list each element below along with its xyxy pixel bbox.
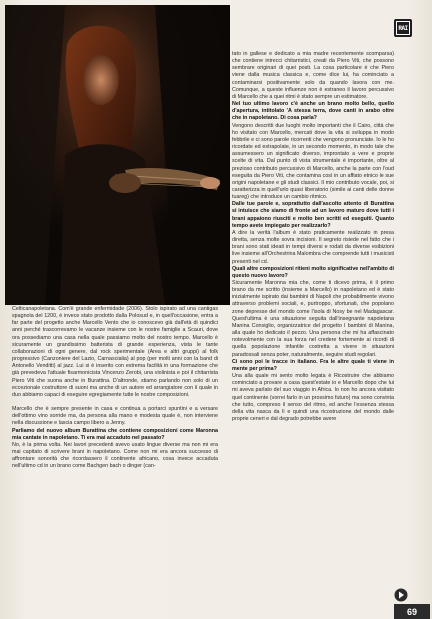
paragraph: Sicuramente Maronna mia che, come ti dicevo prima, è il primo brano da me scritto (insieme a Marcello) in napoletano ed è stato inizialmente ispirato dai bambini di Napoli che probabilmente vivono attraverso problemi sociali, e, purtroppo, sfortunati, che popolano zone depresse del mondo come l'isola di Nosy be nel Madagascar. Quest'ultima è una situazione seguita dall'insegnante napoletana Manina Consiglio, organizzatrice del progetto I bambini di Manina, alla quale ho dedicato il pezzo. Una persona che mi ha affascinato notevolmente con la sua forza nel credere fortemente ai ricordi di quella popolazione infantile costretta a vivere in situazioni paradossali senza poter, naturalmente, seguire studi regolari. bbox=[232, 280, 394, 358]
paragraph: Marcello che è sempre presente in casa e continua a portarci spuntini e a versare dell'ottimo vino sorride ma, da persona alla mano e modesta quale è, non interviene nella discussione e lascia campo libero a Jenny. bbox=[12, 406, 218, 427]
paragraph: Celticanapoletana. Com'è grande enfermidade (2006). Stolo ispirato ad una cantigas spagnola del 1200, è invece stato prodotto dalla Polosud e, in quell'occasione, entra a far parte del progetto anche Marcello Vento che io conoscevo già dall'età di quindici anni perché trascorrevamo le vacanze insieme con le nostre famiglie a Scauri, dove ora possediamo una casa nella quale passiamo molto del nostro tempo. Marcello è sicuramente un grandissimo batterista di grande esperienza, vista le tante collaborazioni di ogni genere, dal rock sperimentale (Area e altri gruppi) al folk progressivo (Canzoniere del Lazio, Carnascialia) al pop (per molti anni con la band di Antonello Venditti) al jazz. Lui si è inserito con estrema facilità in una formazione che già prevedeva l'attuale fisarmonicista Vincenzo Zerobi, una violinista e poi il chitarrista Piero Viti che suona anche in Burattina. D'altronde, stiamo parlando non solo di un eccezionale costruttore di suoni ma anche di un autore ed arrangiatore con il quale in duo abbiamo capaci di eseguire egregiamente tutte le nostre composizioni. bbox=[12, 306, 218, 398]
question: Nel tuo ultimo lavoro c'è anche un brano molto bello, quello d'apertura, intitolato 'A stessa terra, dove canti in arabo oltre che in napoletano. Di cosa parla? bbox=[232, 101, 394, 122]
page-number: 69 bbox=[394, 604, 430, 619]
singer-photo-image bbox=[5, 5, 230, 305]
next-page-arrow-icon bbox=[394, 588, 408, 602]
right-column bbox=[232, 51, 394, 423]
question: Quali altre composizioni ritieni molto significative nell'ambito di questo nuovo lavoro? bbox=[232, 265, 394, 279]
paragraph: tato in gallese e dedicato a mia madre recentemente scomparsa) che contiene intrecci chitarristici, creati da Piero Viti, che possono sembrare originari di quei posti. La cosa particolare è che Piero viene dalla musica classica e, come dice lui, ha cominciato a contaminarsi positivamente solo da quando lavora con me. Comunque, a queste influenze non è estraneo il lavoro percussivo di Marcello che a quei ritmi è stato sempre un estimatore. bbox=[232, 51, 394, 100]
paragraph: No, è la prima volta. Nei lavori precedenti avevo usato lingue diverse ma non mi era mai capitato di scrivere brani in napoletano. Come non mi era ancora successo di affrontare sonorità che ricordassero il continente africano, cosa invece accaduta nell'ultimo cd in un brano come Bachgen bach o dinger (can- bbox=[12, 441, 218, 470]
question: Ci sono poi le tracce in italiano. Fra le altre quale ti viene in mente per prima? bbox=[232, 358, 394, 372]
paragraph: A dire la verità l'album è stato praticamente realizzato in presa diretta, senza molte sovra incisioni. Il segreto risiede nel fatto che i brani sono stati ideati in tempi diversi e rodati da diverse esibizioni live insieme all'Orchestrina Malombra che comprende tutti i musicisti presenti nel cd. bbox=[232, 229, 394, 265]
rai-logo-text: RAI bbox=[396, 21, 410, 35]
left-column bbox=[12, 306, 218, 470]
question: Dalle tue parole e, soprattutto dall'ascolto attento di Burattina si intuisce che siamo di fronte ad un lavoro maturo dove tutti i brani appaiono riusciti e molto ben scritti ed eseguiti. Quanto tempo avete impiegato per realizzarlo? bbox=[232, 201, 394, 229]
paragraph: Una alla quale mi sento molto legata è Ricostruire che abbiamo cominciato a provare a casa quest'estate io e Marcello dopo che lui mi aveva parlato del suo viaggio in Africa. Io non ho ancora visitato quel continente (vorrei farlo in un prossimo futuro) ma sono convinta che tutto, compreso il senso del ritmo, ed anche l'essenza stessa della vita nasca da lì e quindi una ricostruzione del mondo dalle proprie ceneri e dal degrado potrebbe avere bbox=[232, 373, 394, 422]
singer-photo bbox=[5, 5, 230, 305]
rai-logo bbox=[394, 19, 412, 37]
paragraph: Vengono descritti due luoghi molto importanti che il Cairo, città che ho visitato con Marcello, mercati dove la vita si sviluppa in modo febbrile e ci sono parole ricorrenti che vengono pronunciate. Io le ho ricordate ed estrapolate, in un secondo momento, in modo tale che assumessero un significato diverso, improntato a vere e proprie scelte di vita. Dal punto di vista strumentale è importante, oltre al prezioso contributo percussivo di Marcello, anche la parte con l'oud eseguita da Piero Viti, che contamina così in un affiato etnico le sue origini napoletane e gli studi classici. Il mio contributo vocale, poi, si caratterizza in quell'urlo quasi liberatorio (simile ai canti delle donne tuareg) che introduce un cambio ritmico. bbox=[232, 122, 394, 201]
question: Parliamo del nuovo album Burattina che contiene composizioni come Maronna mia cantate in napoletano. Ti era mai accaduto nel passato? bbox=[12, 427, 218, 441]
